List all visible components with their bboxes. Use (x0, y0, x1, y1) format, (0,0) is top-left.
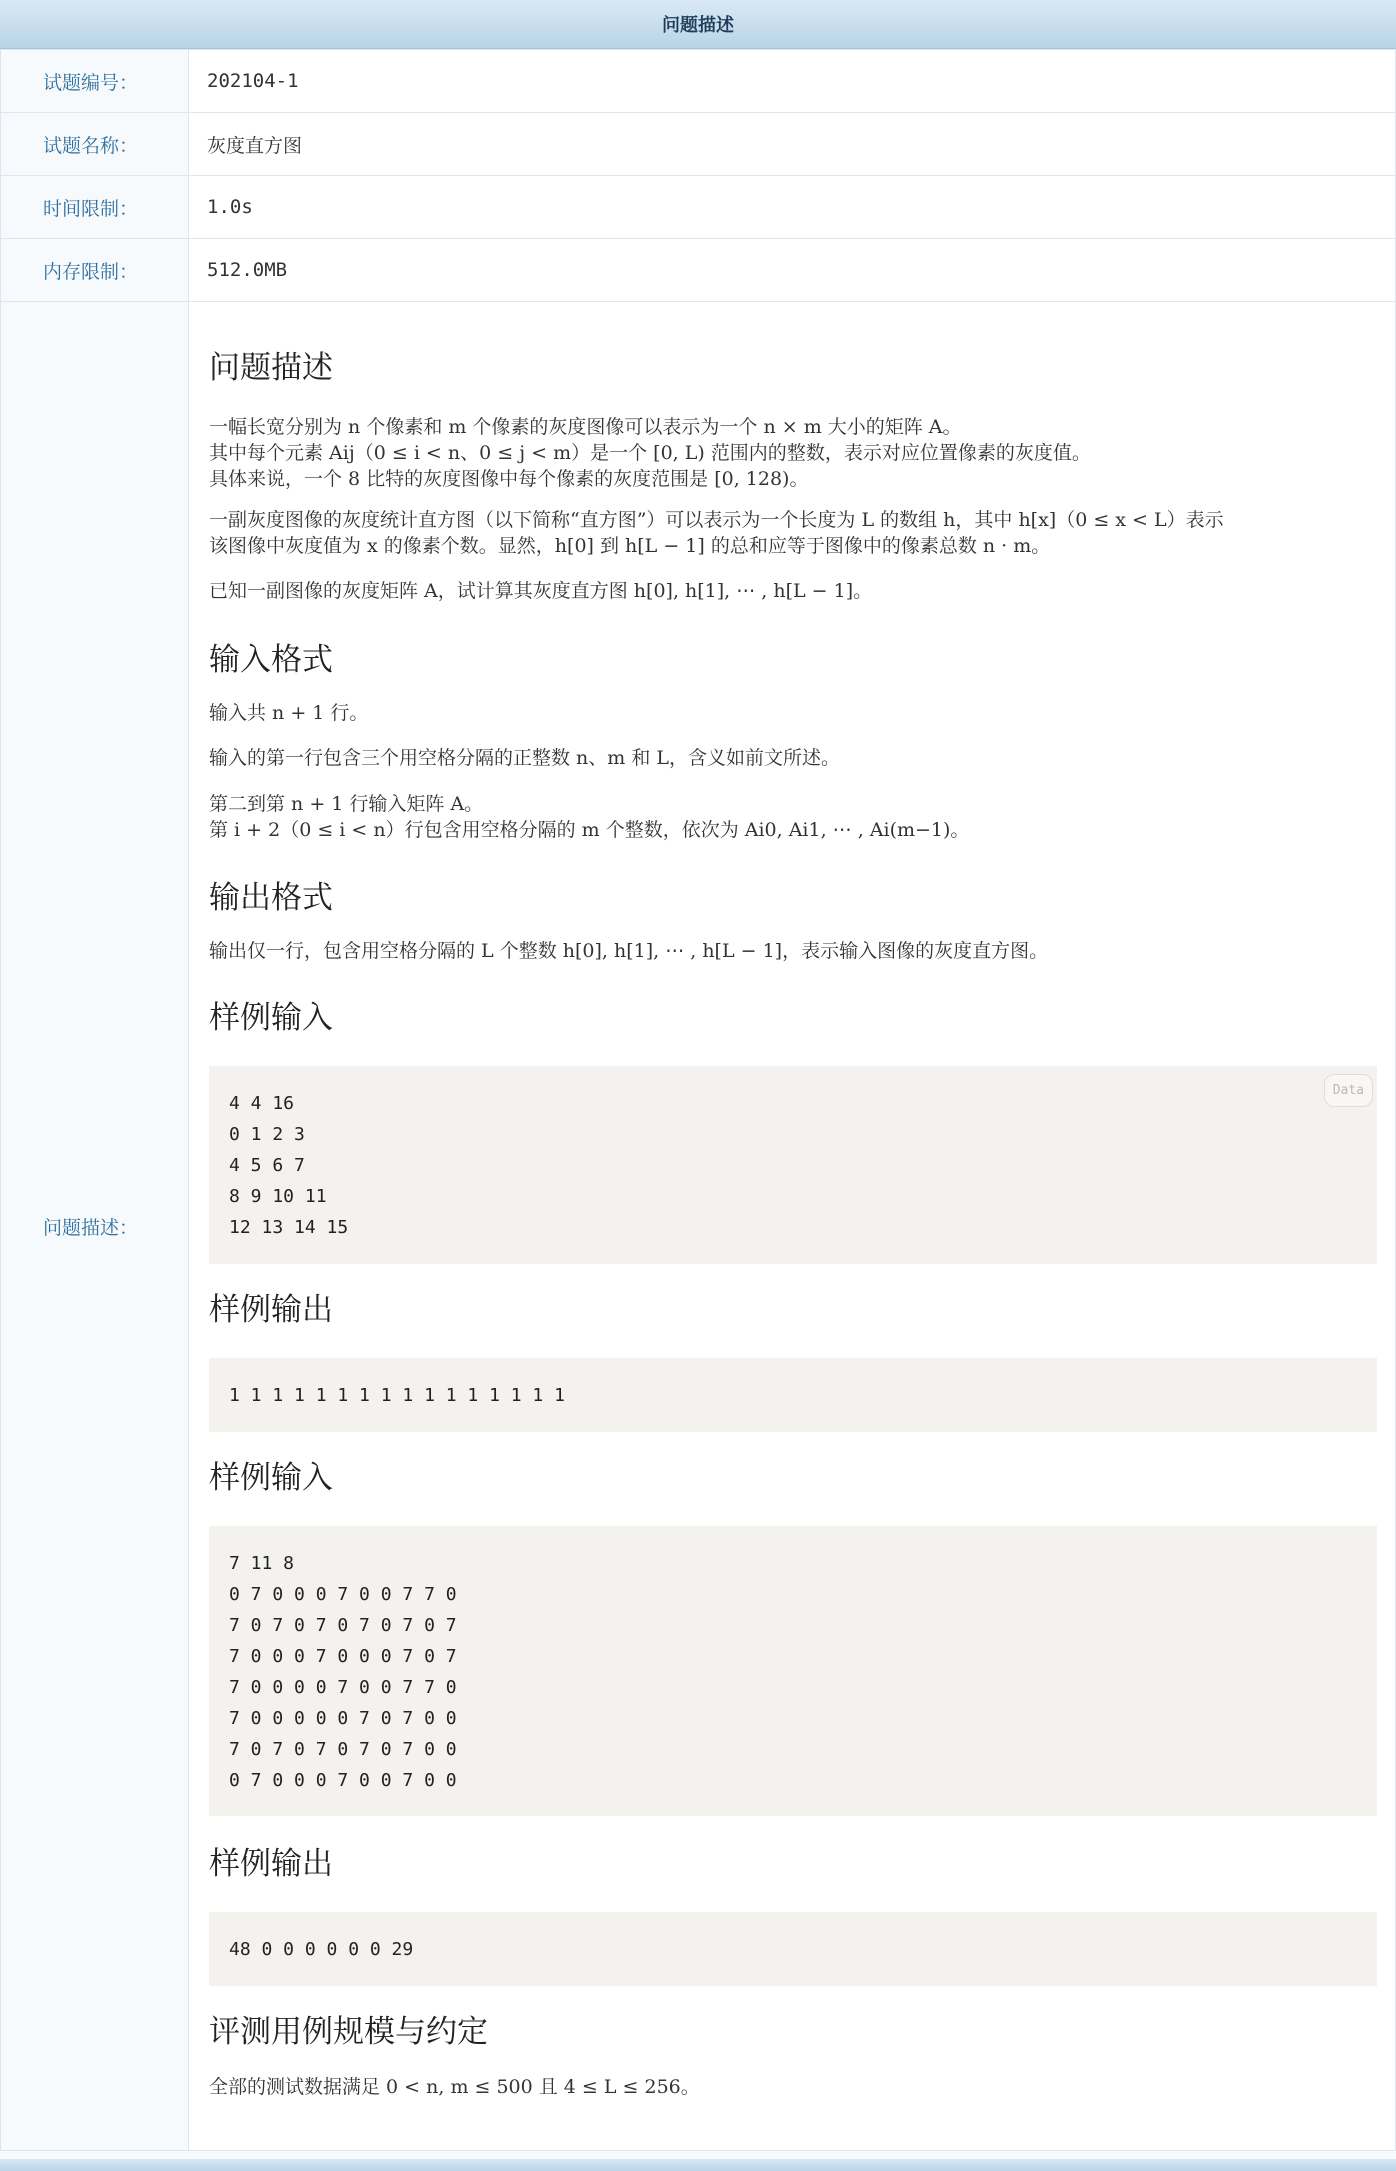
paragraph: 输入共 n + 1 行。 (209, 702, 369, 724)
info-label: 试题名称： (1, 113, 189, 176)
paragraph: 第二到第 n + 1 行输入矩阵 A。 (209, 793, 484, 815)
copy-data-button[interactable]: Data (1324, 1074, 1373, 1107)
paragraph: 已知一副图像的灰度矩阵 A，试计算其灰度直方图 h[0], h[1], ⋯ , h[L − 1]。 (209, 580, 873, 602)
description-cell (189, 302, 1396, 2151)
sample-input-text: 4 4 16 0 1 2 3 4 5 6 7 8 9 10 11 12 13 14 15 (229, 1093, 349, 1238)
panel-footer (0, 2159, 1396, 2171)
info-row-id (1, 50, 1396, 113)
info-row-time-limit (1, 176, 1396, 239)
info-row-memory-limit (1, 239, 1396, 302)
section-heading: 输入格式 (209, 642, 333, 678)
sample-input-block (209, 1066, 1377, 1264)
sample-output-block (209, 1912, 1377, 1986)
section-heading: 样例输出 (209, 1846, 333, 1882)
sample-output-text: 1 1 1 1 1 1 1 1 1 1 1 1 1 1 1 1 (229, 1385, 565, 1406)
sample-input-block (209, 1526, 1377, 1816)
paragraph: 一幅长宽分别为 n 个像素和 m 个像素的灰度图像可以表示为一个 n × m 大小的矩阵 A。 (209, 416, 962, 438)
paragraph: 全部的测试数据满足 0 < n, m ≤ 500 且 4 ≤ L ≤ 256。 (209, 2076, 700, 2098)
info-value: 灰度直方图 (189, 113, 1396, 176)
paragraph: 一副灰度图像的灰度统计直方图（以下简称“直方图”）可以表示为一个长度为 L 的数组 h，其中 h[x]（0 ≤ x < L）表示 (209, 509, 1224, 531)
section-heading: 输出格式 (209, 880, 333, 916)
info-label: 试题编号： (1, 50, 189, 113)
section-heading: 样例输入 (209, 1460, 333, 1496)
info-value: 1.0s (189, 176, 1396, 239)
section-heading: 样例输入 (209, 1000, 333, 1036)
paragraph: 具体来说，一个 8 比特的灰度图像中每个像素的灰度范围是 [0, 128)。 (209, 468, 809, 490)
info-value: 202104-1 (189, 50, 1396, 113)
paragraph: 其中每个元素 Aij（0 ≤ i < n、0 ≤ j < m）是一个 [0, L) 范围内的整数，表示对应位置像素的灰度值。 (209, 442, 1091, 464)
description-body (189, 302, 1377, 2150)
sample-output-block (209, 1358, 1377, 1432)
paragraph: 输出仅一行，包含用空格分隔的 L 个整数 h[0], h[1], ⋯ , h[L − 1]，表示输入图像的灰度直方图。 (209, 940, 1049, 962)
panel-header (0, 0, 1396, 49)
problem-info-table (0, 49, 1396, 2151)
paragraph: 输入的第一行包含三个用空格分隔的正整数 n、m 和 L，含义如前文所述。 (209, 747, 840, 769)
panel-title: 问题描述 (662, 15, 734, 36)
section-heading: 样例输出 (209, 1292, 333, 1328)
info-row-name (1, 113, 1396, 176)
info-row-description (1, 302, 1396, 2151)
paragraph: 第 i + 2（0 ≤ i < n）行包含用空格分隔的 m 个整数，依次为 Ai0, Ai1, ⋯ , Ai(m−1)。 (209, 819, 970, 841)
section-heading: 问题描述 (209, 350, 333, 386)
info-label: 问题描述： (1, 302, 189, 2151)
sample-input-text: 7 11 8 0 7 0 0 0 7 0 0 7 7 0 7 0 7 0 7 0 7 0 7 0 7 7 0 0 0 7 0 0 0 7 0 7 7 0 0 0 0 7 0 0 7 7 0 7 0 0 0 0 0 7 0 7 0 0 7 0 7 0 7 0 7 0 7 0 0 0 7 0 0 0 7 0 0 7 0 0 (229, 1553, 457, 1791)
info-label: 内存限制： (1, 239, 189, 302)
info-value: 512.0MB (189, 239, 1396, 302)
info-label: 时间限制： (1, 176, 189, 239)
sample-output-text: 48 0 0 0 0 0 0 29 (229, 1939, 414, 1960)
section-heading: 评测用例规模与约定 (209, 2014, 488, 2050)
paragraph: 该图像中灰度值为 x 的像素个数。显然，h[0] 到 h[L − 1] 的总和应等于图像中的像素总数 n · m。 (209, 535, 1051, 557)
